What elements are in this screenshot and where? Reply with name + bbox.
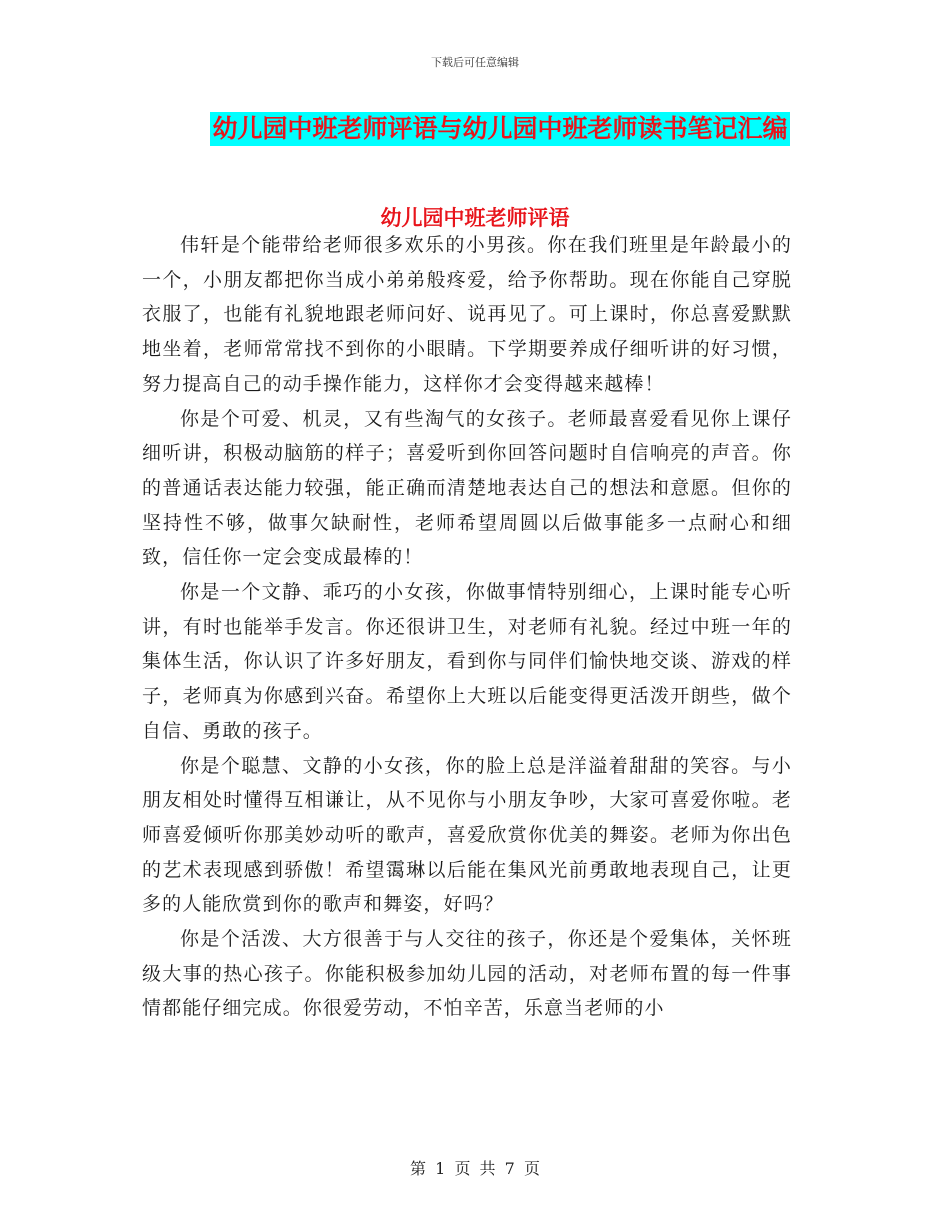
paragraph: 你是个活泼、大方很善于与人交往的孩子，你还是个爱集体，关怀班级大事的热心孩子。你能积极参加幼儿园的活动，对老师布置的每一件事情都能仔细完成。你很爱劳动，不怕辛苦，乐意当老师的小 [142, 928, 792, 1020]
paragraph: 你是个聪慧、文静的小女孩，你的脸上总是洋溢着甜甜的笑容。与小朋友相处时懂得互相谦让，从不见你与小朋友争吵，大家可喜爱你啦。老师喜爱倾听你那美妙动听的歌声，喜爱欣赏你优美的舞姿。老师为你出色的艺术表现感到骄傲！希望霭琳以后能在集风光前勇敢地表现自己，让更多的人能欣赏到你的歌声和舞姿，好吗？ [142, 754, 792, 916]
section-title: 幼儿园中班老师评语 [380, 206, 570, 230]
footer-suffix: 页 [523, 1159, 540, 1178]
footer-prefix: 第 [410, 1159, 427, 1178]
document-title: 幼儿园中班老师评语与幼儿园中班老师读书笔记汇编 [210, 112, 789, 146]
page-footer [0, 1156, 950, 1179]
footer-page-word: 页 [454, 1159, 471, 1178]
footer-total-word: 共 [479, 1159, 496, 1178]
current-page-number: 1 [435, 1159, 446, 1178]
paragraph: 你是一个文静、乖巧的小女孩，你做事情特别细心，上课时能专心听讲，有时也能举手发言。你还很讲卫生，对老师有礼貌。经过中班一年的集体生活，你认识了许多好朋友，看到你与同伴们愉快地交谈、游戏的样子，老师真为你感到兴奋。希望你上大班以后能变得更活泼开朗些，做个自信、勇敢的孩子。 [142, 581, 792, 742]
document-title-container [0, 112, 950, 146]
paragraph: 伟轩是个能带给老师很多欢乐的小男孩。你在我们班里是年龄最小的一个，小朋友都把你当成小弟弟般疼爱，给予你帮助。现在你能自己穿脱衣服了，也能有礼貌地跟老师问好、说再见了。可上课时，你总喜爱默默地坐着，老师常常找不到你的小眼睛。下学期要养成仔细听讲的好习惯，努力提高自己的动手操作能力，这样你才会变得越来越棒！ [142, 234, 792, 395]
document-body [142, 228, 792, 1026]
total-page-count: 7 [504, 1159, 515, 1178]
paragraph: 你是个可爱、机灵，又有些淘气的女孩子。老师最喜爱看见你上课仔细听讲，积极动脑筋的样子；喜爱听到你回答问题时自信响亮的声音。你的普通话表达能力较强，能正确而清楚地表达自己的想法和意愿。但你的坚持性不够，做事欠缺耐性，老师希望周圆以后做事能多一点耐心和细致，信任你一定会变成最棒的！ [142, 407, 792, 569]
header-note: 下载后可任意编辑 [431, 56, 519, 69]
